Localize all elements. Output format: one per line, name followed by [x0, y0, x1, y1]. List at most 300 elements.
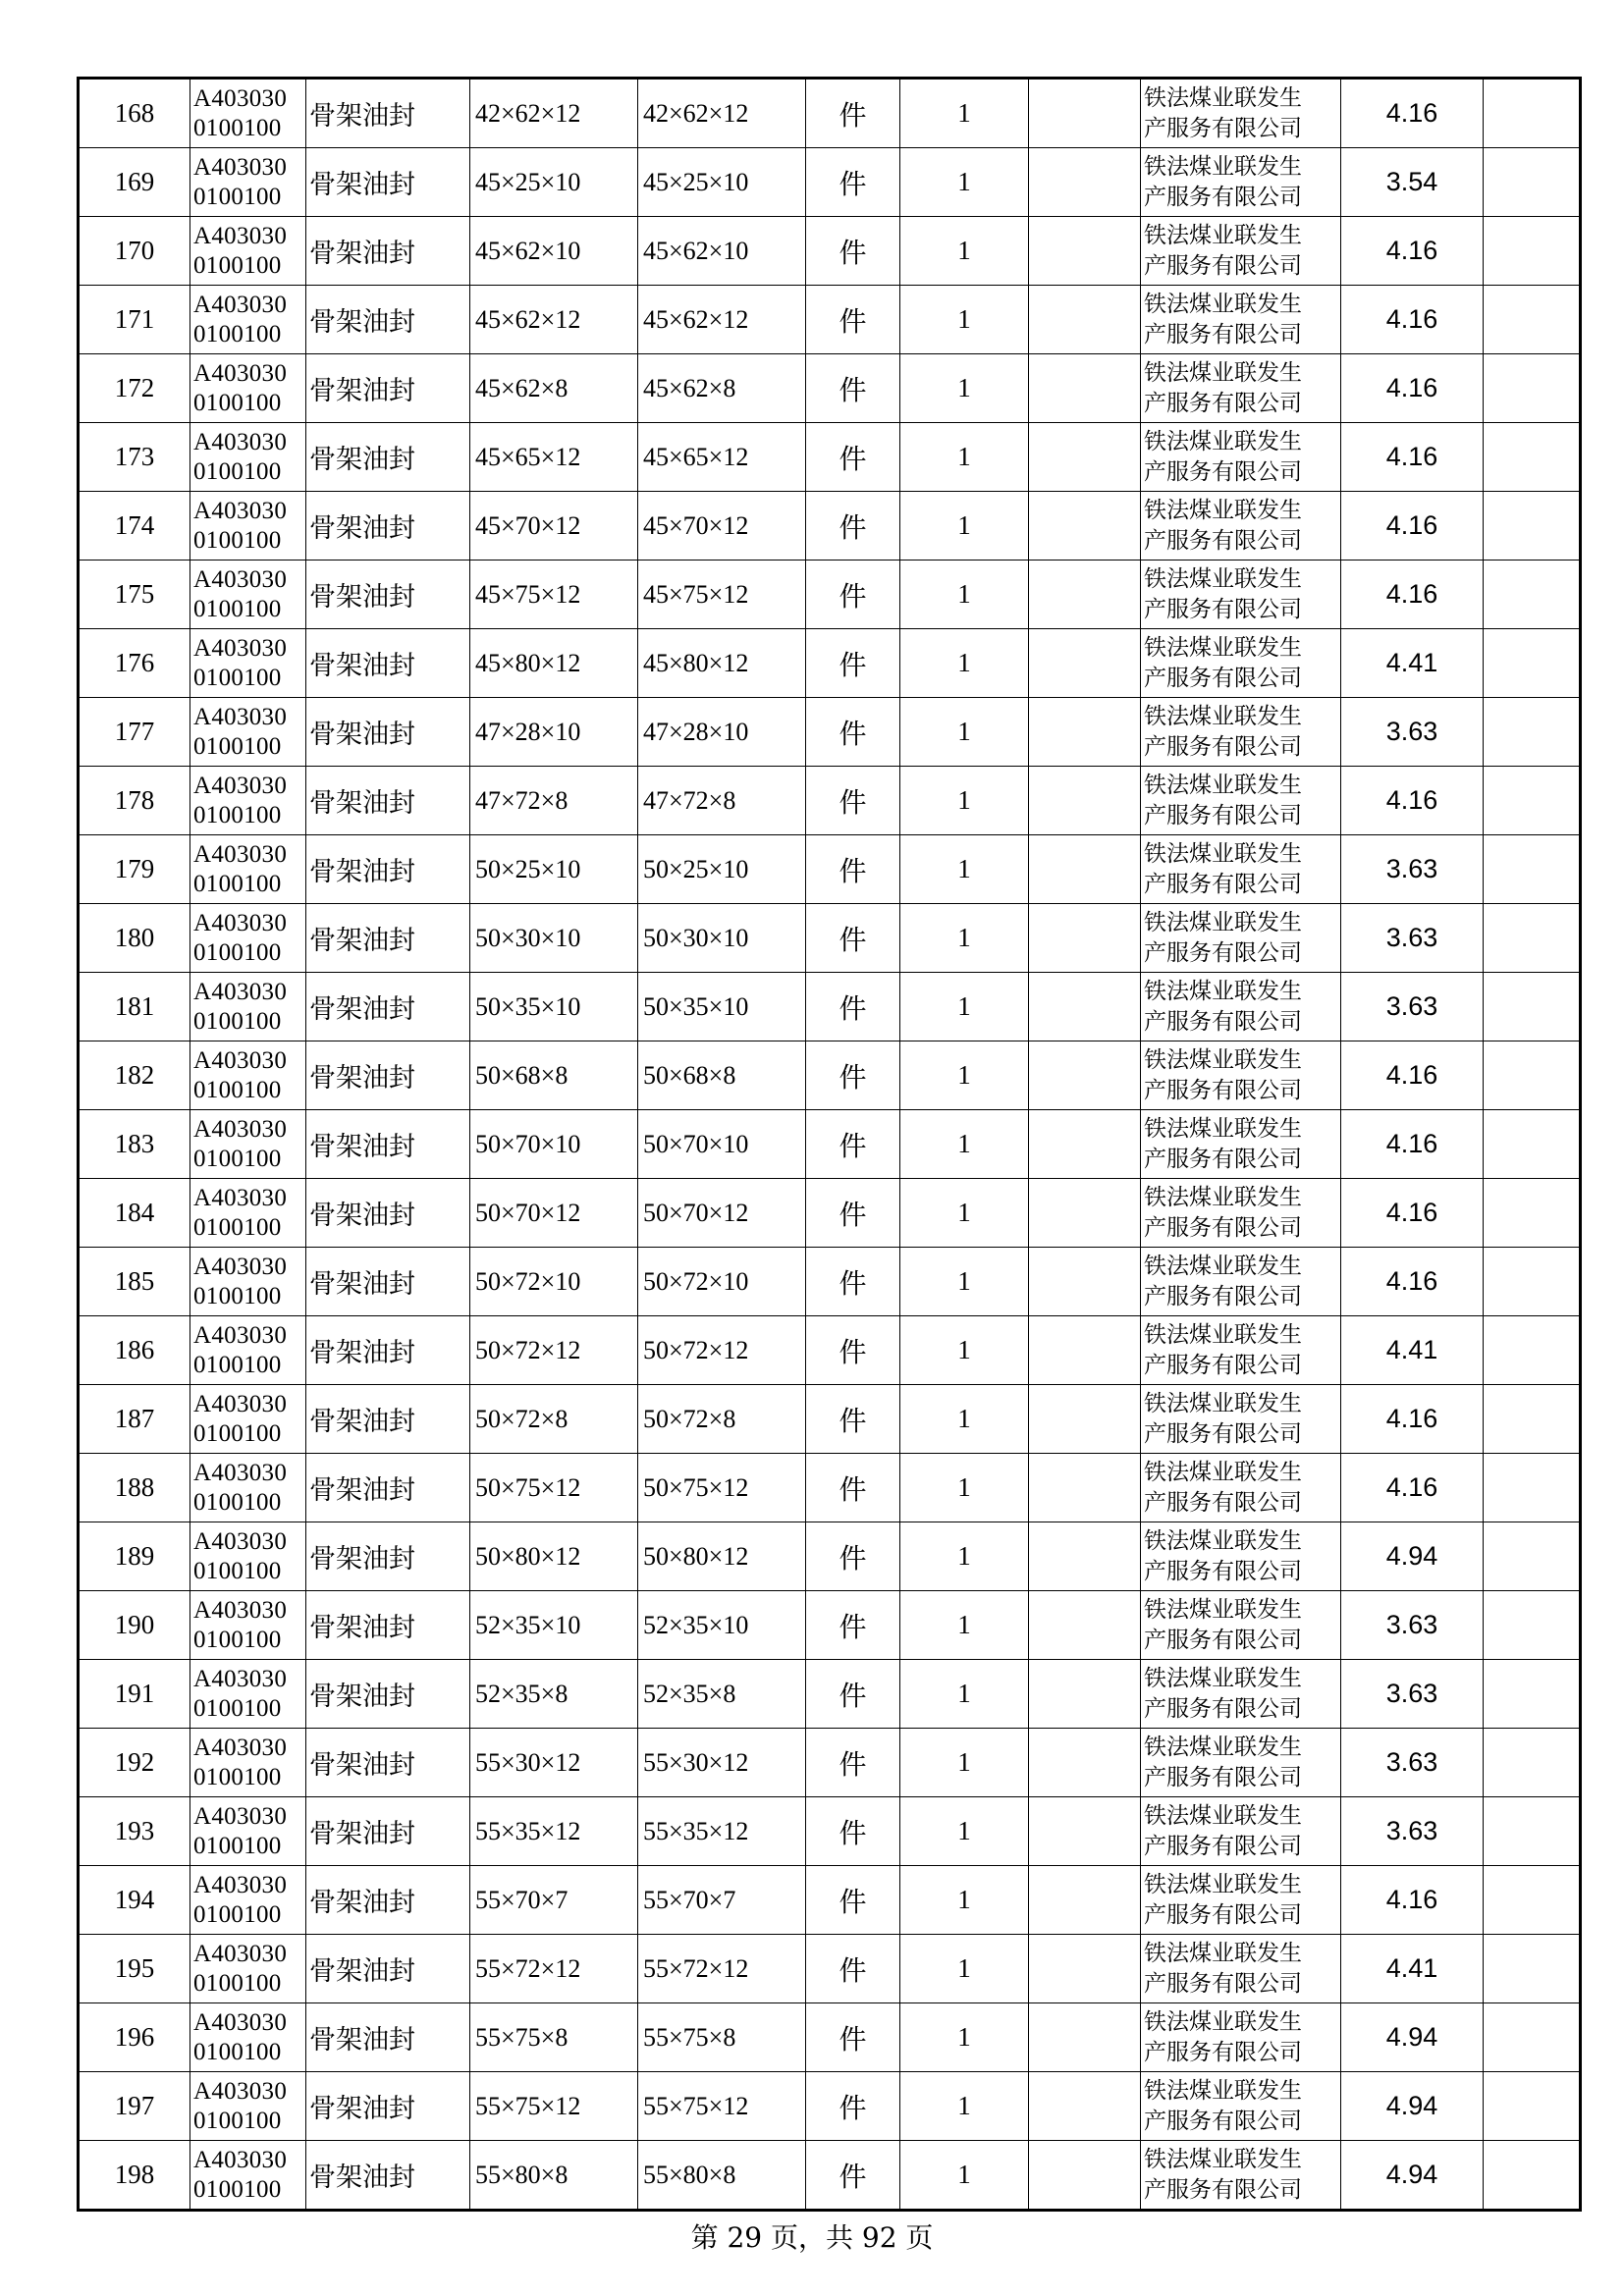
unit-cell: 件 — [806, 2072, 900, 2141]
item-number-cell: 198 — [79, 2141, 190, 2211]
material-code-line-1: A403030 — [193, 978, 288, 1005]
unit-cell: 件 — [806, 835, 900, 904]
specification-cell: 55×72×12 — [470, 1935, 638, 2003]
quantity-cell: 1 — [900, 2141, 1029, 2211]
model-cell: 50×72×12 — [638, 1316, 806, 1385]
material-code-line-2: 0100100 — [193, 1900, 282, 1928]
material-code-line-1: A403030 — [193, 634, 288, 662]
quantity-cell: 1 — [900, 767, 1029, 835]
item-number-cell: 187 — [79, 1385, 190, 1454]
supplier-line-2: 产服务有限公司 — [1144, 321, 1302, 347]
supplier-line-1: 铁法煤业联发生 — [1144, 840, 1302, 867]
quantity-cell: 1 — [900, 354, 1029, 423]
supplier-line-2: 产服务有限公司 — [1144, 1558, 1302, 1584]
quantity-cell: 1 — [900, 79, 1029, 148]
material-code-line-1: A403030 — [193, 1321, 288, 1349]
material-code-cell — [190, 1454, 306, 1522]
model-cell: 47×28×10 — [638, 698, 806, 767]
material-code-line-2: 0100100 — [193, 1557, 282, 1584]
material-code-line-2: 0100100 — [193, 457, 282, 485]
material-code-line-2: 0100100 — [193, 1419, 282, 1447]
item-number-cell: 170 — [79, 217, 190, 286]
material-name-cell: 骨架油封 — [306, 492, 470, 561]
model-cell: 45×62×12 — [638, 286, 806, 354]
unit-cell: 件 — [806, 79, 900, 148]
material-code-cell — [190, 1385, 306, 1454]
material-name-cell: 骨架油封 — [306, 217, 470, 286]
unit-price-cell: 4.41 — [1341, 1935, 1484, 2003]
material-name-cell: 骨架油封 — [306, 79, 470, 148]
quantity-cell: 1 — [900, 1729, 1029, 1797]
extra-cell — [1484, 1041, 1581, 1110]
table-row — [79, 2072, 1581, 2141]
extra-cell — [1484, 698, 1581, 767]
unit-price-cell: 3.63 — [1341, 1660, 1484, 1729]
extra-cell — [1484, 973, 1581, 1041]
table-row — [79, 904, 1581, 973]
supplier-line-1: 铁法煤业联发生 — [1144, 565, 1302, 592]
supplier-line-2: 产服务有限公司 — [1144, 665, 1302, 691]
model-cell: 55×72×12 — [638, 1935, 806, 2003]
table-row — [79, 1179, 1581, 1248]
unit-price-cell: 3.63 — [1341, 1591, 1484, 1660]
material-code-line-1: A403030 — [193, 703, 288, 730]
extra-cell — [1484, 286, 1581, 354]
supplier-line-2: 产服务有限公司 — [1144, 1489, 1302, 1516]
specification-cell: 45×62×10 — [470, 217, 638, 286]
supplier-cell — [1141, 286, 1341, 354]
supplier-line-2: 产服务有限公司 — [1144, 527, 1302, 554]
supplier-line-2: 产服务有限公司 — [1144, 1214, 1302, 1241]
table-row — [79, 1385, 1581, 1454]
model-cell: 55×75×8 — [638, 2003, 806, 2072]
note-cell — [1029, 79, 1141, 148]
material-code-line-1: A403030 — [193, 840, 288, 868]
note-cell — [1029, 1385, 1141, 1454]
model-cell: 45×80×12 — [638, 629, 806, 698]
material-code-line-1: A403030 — [193, 1940, 288, 1967]
material-code-cell — [190, 904, 306, 973]
unit-cell: 件 — [806, 973, 900, 1041]
specification-cell: 55×75×12 — [470, 2072, 638, 2141]
note-cell — [1029, 1179, 1141, 1248]
quantity-cell: 1 — [900, 1316, 1029, 1385]
supplier-cell — [1141, 1454, 1341, 1522]
material-code-line-2: 0100100 — [193, 183, 282, 210]
supplier-line-2: 产服务有限公司 — [1144, 115, 1302, 141]
material-code-line-2: 0100100 — [193, 251, 282, 279]
unit-price-cell: 4.41 — [1341, 629, 1484, 698]
material-code-line-2: 0100100 — [193, 1007, 282, 1035]
supplier-cell — [1141, 2003, 1341, 2072]
item-number-cell: 180 — [79, 904, 190, 973]
material-code-cell — [190, 217, 306, 286]
supplier-cell — [1141, 79, 1341, 148]
unit-price-cell: 4.16 — [1341, 492, 1484, 561]
supplier-line-1: 铁法煤业联发生 — [1144, 1596, 1302, 1623]
specification-cell: 50×72×8 — [470, 1385, 638, 1454]
material-name-cell: 骨架油封 — [306, 1385, 470, 1454]
material-code-cell — [190, 1316, 306, 1385]
table-row — [79, 217, 1581, 286]
model-cell: 45×65×12 — [638, 423, 806, 492]
supplier-cell — [1141, 767, 1341, 835]
note-cell — [1029, 1797, 1141, 1866]
supplier-cell — [1141, 1179, 1341, 1248]
quantity-cell: 1 — [900, 1935, 1029, 2003]
material-name-cell: 骨架油封 — [306, 2141, 470, 2211]
material-name-cell: 骨架油封 — [306, 1454, 470, 1522]
item-number-cell: 171 — [79, 286, 190, 354]
specification-cell: 45×25×10 — [470, 148, 638, 217]
supplier-line-2: 产服务有限公司 — [1144, 1420, 1302, 1447]
specification-cell: 45×75×12 — [470, 561, 638, 629]
material-code-line-1: A403030 — [193, 1665, 288, 1692]
extra-cell — [1484, 2072, 1581, 2141]
table-row — [79, 286, 1581, 354]
supplier-cell — [1141, 1110, 1341, 1179]
supplier-line-1: 铁法煤业联发生 — [1144, 497, 1302, 523]
material-name-cell: 骨架油封 — [306, 1522, 470, 1591]
supplier-cell — [1141, 835, 1341, 904]
item-number-cell: 195 — [79, 1935, 190, 2003]
material-name-cell: 骨架油封 — [306, 767, 470, 835]
supplier-line-2: 产服务有限公司 — [1144, 2039, 1302, 2065]
material-name-cell: 骨架油封 — [306, 1729, 470, 1797]
material-code-line-2: 0100100 — [193, 2175, 282, 2203]
material-code-line-2: 0100100 — [193, 1969, 282, 1997]
model-cell: 45×70×12 — [638, 492, 806, 561]
item-number-cell: 190 — [79, 1591, 190, 1660]
unit-cell: 件 — [806, 561, 900, 629]
material-code-line-2: 0100100 — [193, 1763, 282, 1790]
quantity-cell: 1 — [900, 423, 1029, 492]
material-code-line-2: 0100100 — [193, 1626, 282, 1653]
extra-cell — [1484, 629, 1581, 698]
unit-price-cell: 4.16 — [1341, 217, 1484, 286]
material-code-cell — [190, 423, 306, 492]
supplier-line-2: 产服务有限公司 — [1144, 1833, 1302, 1859]
material-name-cell: 骨架油封 — [306, 1660, 470, 1729]
model-cell: 47×72×8 — [638, 767, 806, 835]
unit-cell: 件 — [806, 1316, 900, 1385]
unit-price-cell: 4.16 — [1341, 79, 1484, 148]
table-row — [79, 1316, 1581, 1385]
supplier-line-1: 铁法煤业联发生 — [1144, 1459, 1302, 1485]
table-row — [79, 492, 1581, 561]
material-code-line-2: 0100100 — [193, 1832, 282, 1859]
material-code-cell — [190, 492, 306, 561]
supplier-line-2: 产服务有限公司 — [1144, 939, 1302, 966]
supplier-line-1: 铁法煤业联发生 — [1144, 2146, 1302, 2172]
model-cell: 50×72×10 — [638, 1248, 806, 1316]
extra-cell — [1484, 1522, 1581, 1591]
material-code-line-1: A403030 — [193, 2146, 288, 2173]
note-cell — [1029, 286, 1141, 354]
item-number-cell: 181 — [79, 973, 190, 1041]
material-code-line-2: 0100100 — [193, 1694, 282, 1722]
specification-cell: 45×62×8 — [470, 354, 638, 423]
table-row — [79, 2003, 1581, 2072]
quantity-cell: 1 — [900, 1522, 1029, 1591]
unit-cell: 件 — [806, 1041, 900, 1110]
specification-cell: 55×35×12 — [470, 1797, 638, 1866]
model-cell: 50×25×10 — [638, 835, 806, 904]
table-row — [79, 148, 1581, 217]
item-number-cell: 192 — [79, 1729, 190, 1797]
supplier-line-2: 产服务有限公司 — [1144, 390, 1302, 416]
supplier-line-1: 铁法煤业联发生 — [1144, 428, 1302, 454]
quantity-cell: 1 — [900, 698, 1029, 767]
extra-cell — [1484, 1316, 1581, 1385]
supplier-line-2: 产服务有限公司 — [1144, 733, 1302, 760]
note-cell — [1029, 1935, 1141, 2003]
material-code-line-1: A403030 — [193, 565, 288, 593]
extra-cell — [1484, 1591, 1581, 1660]
model-cell: 55×70×7 — [638, 1866, 806, 1935]
supplier-cell — [1141, 1797, 1341, 1866]
quantity-cell: 1 — [900, 1591, 1029, 1660]
note-cell — [1029, 1729, 1141, 1797]
supplier-line-2: 产服务有限公司 — [1144, 1008, 1302, 1035]
unit-price-cell: 3.63 — [1341, 973, 1484, 1041]
table-row — [79, 1110, 1581, 1179]
model-cell: 45×62×8 — [638, 354, 806, 423]
material-code-line-1: A403030 — [193, 222, 288, 249]
unit-cell: 件 — [806, 1797, 900, 1866]
model-cell: 50×70×12 — [638, 1179, 806, 1248]
item-number-cell: 183 — [79, 1110, 190, 1179]
model-cell: 50×30×10 — [638, 904, 806, 973]
note-cell — [1029, 629, 1141, 698]
material-code-line-2: 0100100 — [193, 595, 282, 622]
model-cell: 42×62×12 — [638, 79, 806, 148]
quantity-cell: 1 — [900, 561, 1029, 629]
item-number-cell: 188 — [79, 1454, 190, 1522]
table-row — [79, 1935, 1581, 2003]
material-code-line-1: A403030 — [193, 1115, 288, 1143]
material-code-line-1: A403030 — [193, 1459, 288, 1486]
supplier-line-1: 铁法煤业联发生 — [1144, 772, 1302, 798]
extra-cell — [1484, 1660, 1581, 1729]
material-code-cell — [190, 1797, 306, 1866]
quantity-cell: 1 — [900, 1660, 1029, 1729]
supplier-line-2: 产服务有限公司 — [1144, 1695, 1302, 1722]
note-cell — [1029, 148, 1141, 217]
model-cell: 45×25×10 — [638, 148, 806, 217]
material-code-line-1: A403030 — [193, 497, 288, 524]
material-code-line-2: 0100100 — [193, 870, 282, 897]
supplier-line-2: 产服务有限公司 — [1144, 1352, 1302, 1378]
extra-cell — [1484, 423, 1581, 492]
model-cell: 50×80×12 — [638, 1522, 806, 1591]
supplier-line-1: 铁法煤业联发生 — [1144, 1390, 1302, 1416]
note-cell — [1029, 973, 1141, 1041]
quantity-cell: 1 — [900, 1797, 1029, 1866]
material-code-cell — [190, 629, 306, 698]
material-code-cell — [190, 1248, 306, 1316]
supplier-line-1: 铁法煤业联发生 — [1144, 978, 1302, 1004]
supplier-line-1: 铁法煤业联发生 — [1144, 1940, 1302, 1966]
supplier-line-2: 产服务有限公司 — [1144, 1146, 1302, 1172]
item-number-cell: 196 — [79, 2003, 190, 2072]
extra-cell — [1484, 1110, 1581, 1179]
material-code-cell — [190, 148, 306, 217]
material-code-cell — [190, 79, 306, 148]
material-code-line-1: A403030 — [193, 772, 288, 799]
unit-cell: 件 — [806, 1110, 900, 1179]
supplier-cell — [1141, 2141, 1341, 2211]
item-number-cell: 193 — [79, 1797, 190, 1866]
unit-price-cell: 4.41 — [1341, 1316, 1484, 1385]
quantity-cell: 1 — [900, 629, 1029, 698]
material-code-line-1: A403030 — [193, 2008, 288, 2036]
extra-cell — [1484, 1179, 1581, 1248]
specification-cell: 45×65×12 — [470, 423, 638, 492]
specification-cell: 50×80×12 — [470, 1522, 638, 1591]
note-cell — [1029, 1316, 1141, 1385]
material-name-cell: 骨架油封 — [306, 904, 470, 973]
item-number-cell: 176 — [79, 629, 190, 698]
supplier-line-2: 产服务有限公司 — [1144, 1901, 1302, 1928]
quantity-cell: 1 — [900, 1179, 1029, 1248]
material-code-cell — [190, 2141, 306, 2211]
material-code-cell — [190, 2003, 306, 2072]
supplier-line-2: 产服务有限公司 — [1144, 1970, 1302, 1997]
extra-cell — [1484, 767, 1581, 835]
supplier-line-2: 产服务有限公司 — [1144, 1764, 1302, 1790]
specification-cell: 50×70×10 — [470, 1110, 638, 1179]
specification-cell: 52×35×10 — [470, 1591, 638, 1660]
material-code-line-2: 0100100 — [193, 801, 282, 828]
supplier-line-1: 铁法煤业联发生 — [1144, 1802, 1302, 1829]
material-code-line-1: A403030 — [193, 1390, 288, 1417]
item-number-cell: 172 — [79, 354, 190, 423]
extra-cell — [1484, 79, 1581, 148]
table-body — [79, 79, 1581, 2211]
supplier-line-2: 产服务有限公司 — [1144, 2108, 1302, 2134]
supplier-cell — [1141, 561, 1341, 629]
material-name-cell: 骨架油封 — [306, 1866, 470, 1935]
supplier-line-1: 铁法煤业联发生 — [1144, 1665, 1302, 1691]
model-cell: 55×35×12 — [638, 1797, 806, 1866]
table-row — [79, 835, 1581, 904]
item-number-cell: 177 — [79, 698, 190, 767]
note-cell — [1029, 767, 1141, 835]
item-number-cell: 173 — [79, 423, 190, 492]
quantity-cell: 1 — [900, 1866, 1029, 1935]
extra-cell — [1484, 354, 1581, 423]
item-number-cell: 194 — [79, 1866, 190, 1935]
unit-cell: 件 — [806, 904, 900, 973]
unit-price-cell: 4.94 — [1341, 1522, 1484, 1591]
specification-cell: 55×80×8 — [470, 2141, 638, 2211]
material-name-cell: 骨架油封 — [306, 1179, 470, 1248]
note-cell — [1029, 423, 1141, 492]
supplier-cell — [1141, 1041, 1341, 1110]
unit-price-cell: 4.16 — [1341, 1866, 1484, 1935]
unit-price-cell: 4.16 — [1341, 1385, 1484, 1454]
unit-price-cell: 4.94 — [1341, 2072, 1484, 2141]
table-row — [79, 1041, 1581, 1110]
material-code-line-2: 0100100 — [193, 114, 282, 141]
extra-cell — [1484, 904, 1581, 973]
unit-cell: 件 — [806, 148, 900, 217]
material-code-line-2: 0100100 — [193, 2038, 282, 2065]
specification-cell: 45×70×12 — [470, 492, 638, 561]
table-row — [79, 1866, 1581, 1935]
unit-price-cell: 4.16 — [1341, 561, 1484, 629]
supplier-line-1: 铁法煤业联发生 — [1144, 1321, 1302, 1348]
material-code-cell — [190, 2072, 306, 2141]
note-cell — [1029, 1041, 1141, 1110]
table-row — [79, 1591, 1581, 1660]
table-row — [79, 973, 1581, 1041]
specification-cell: 50×72×12 — [470, 1316, 638, 1385]
supplier-line-1: 铁法煤业联发生 — [1144, 1184, 1302, 1210]
material-code-line-2: 0100100 — [193, 1351, 282, 1378]
material-name-cell: 骨架油封 — [306, 629, 470, 698]
table-row — [79, 79, 1581, 148]
unit-cell: 件 — [806, 1935, 900, 2003]
material-code-line-2: 0100100 — [193, 1282, 282, 1309]
note-cell — [1029, 2072, 1141, 2141]
supplier-line-2: 产服务有限公司 — [1144, 184, 1302, 210]
price-list-table-wrapper — [77, 77, 1579, 2203]
unit-price-cell: 4.16 — [1341, 1248, 1484, 1316]
table-row — [79, 423, 1581, 492]
unit-price-cell: 4.16 — [1341, 354, 1484, 423]
note-cell — [1029, 1110, 1141, 1179]
material-code-line-2: 0100100 — [193, 1488, 282, 1516]
material-code-line-1: A403030 — [193, 153, 288, 181]
extra-cell — [1484, 1248, 1581, 1316]
supplier-line-2: 产服务有限公司 — [1144, 1077, 1302, 1103]
supplier-cell — [1141, 1316, 1341, 1385]
table-row — [79, 767, 1581, 835]
supplier-cell — [1141, 904, 1341, 973]
item-number-cell: 182 — [79, 1041, 190, 1110]
note-cell — [1029, 1454, 1141, 1522]
material-name-cell: 骨架油封 — [306, 1110, 470, 1179]
item-number-cell: 184 — [79, 1179, 190, 1248]
table-row — [79, 354, 1581, 423]
specification-cell: 50×35×10 — [470, 973, 638, 1041]
item-number-cell: 174 — [79, 492, 190, 561]
material-name-cell: 骨架油封 — [306, 1248, 470, 1316]
unit-price-cell: 4.16 — [1341, 767, 1484, 835]
material-code-cell — [190, 1522, 306, 1591]
extra-cell — [1484, 1729, 1581, 1797]
material-code-line-1: A403030 — [193, 1596, 288, 1624]
material-code-line-1: A403030 — [193, 428, 288, 455]
unit-price-cell: 3.63 — [1341, 904, 1484, 973]
supplier-line-1: 铁法煤业联发生 — [1144, 153, 1302, 180]
material-code-line-1: A403030 — [193, 359, 288, 387]
material-code-cell — [190, 1110, 306, 1179]
table-row — [79, 1729, 1581, 1797]
unit-cell: 件 — [806, 1385, 900, 1454]
extra-cell — [1484, 2141, 1581, 2211]
material-code-line-1: A403030 — [193, 2077, 288, 2105]
material-code-line-2: 0100100 — [193, 389, 282, 416]
specification-cell: 50×72×10 — [470, 1248, 638, 1316]
unit-price-cell: 4.16 — [1341, 1110, 1484, 1179]
note-cell — [1029, 354, 1141, 423]
supplier-cell — [1141, 973, 1341, 1041]
supplier-line-2: 产服务有限公司 — [1144, 1283, 1302, 1309]
supplier-cell — [1141, 629, 1341, 698]
